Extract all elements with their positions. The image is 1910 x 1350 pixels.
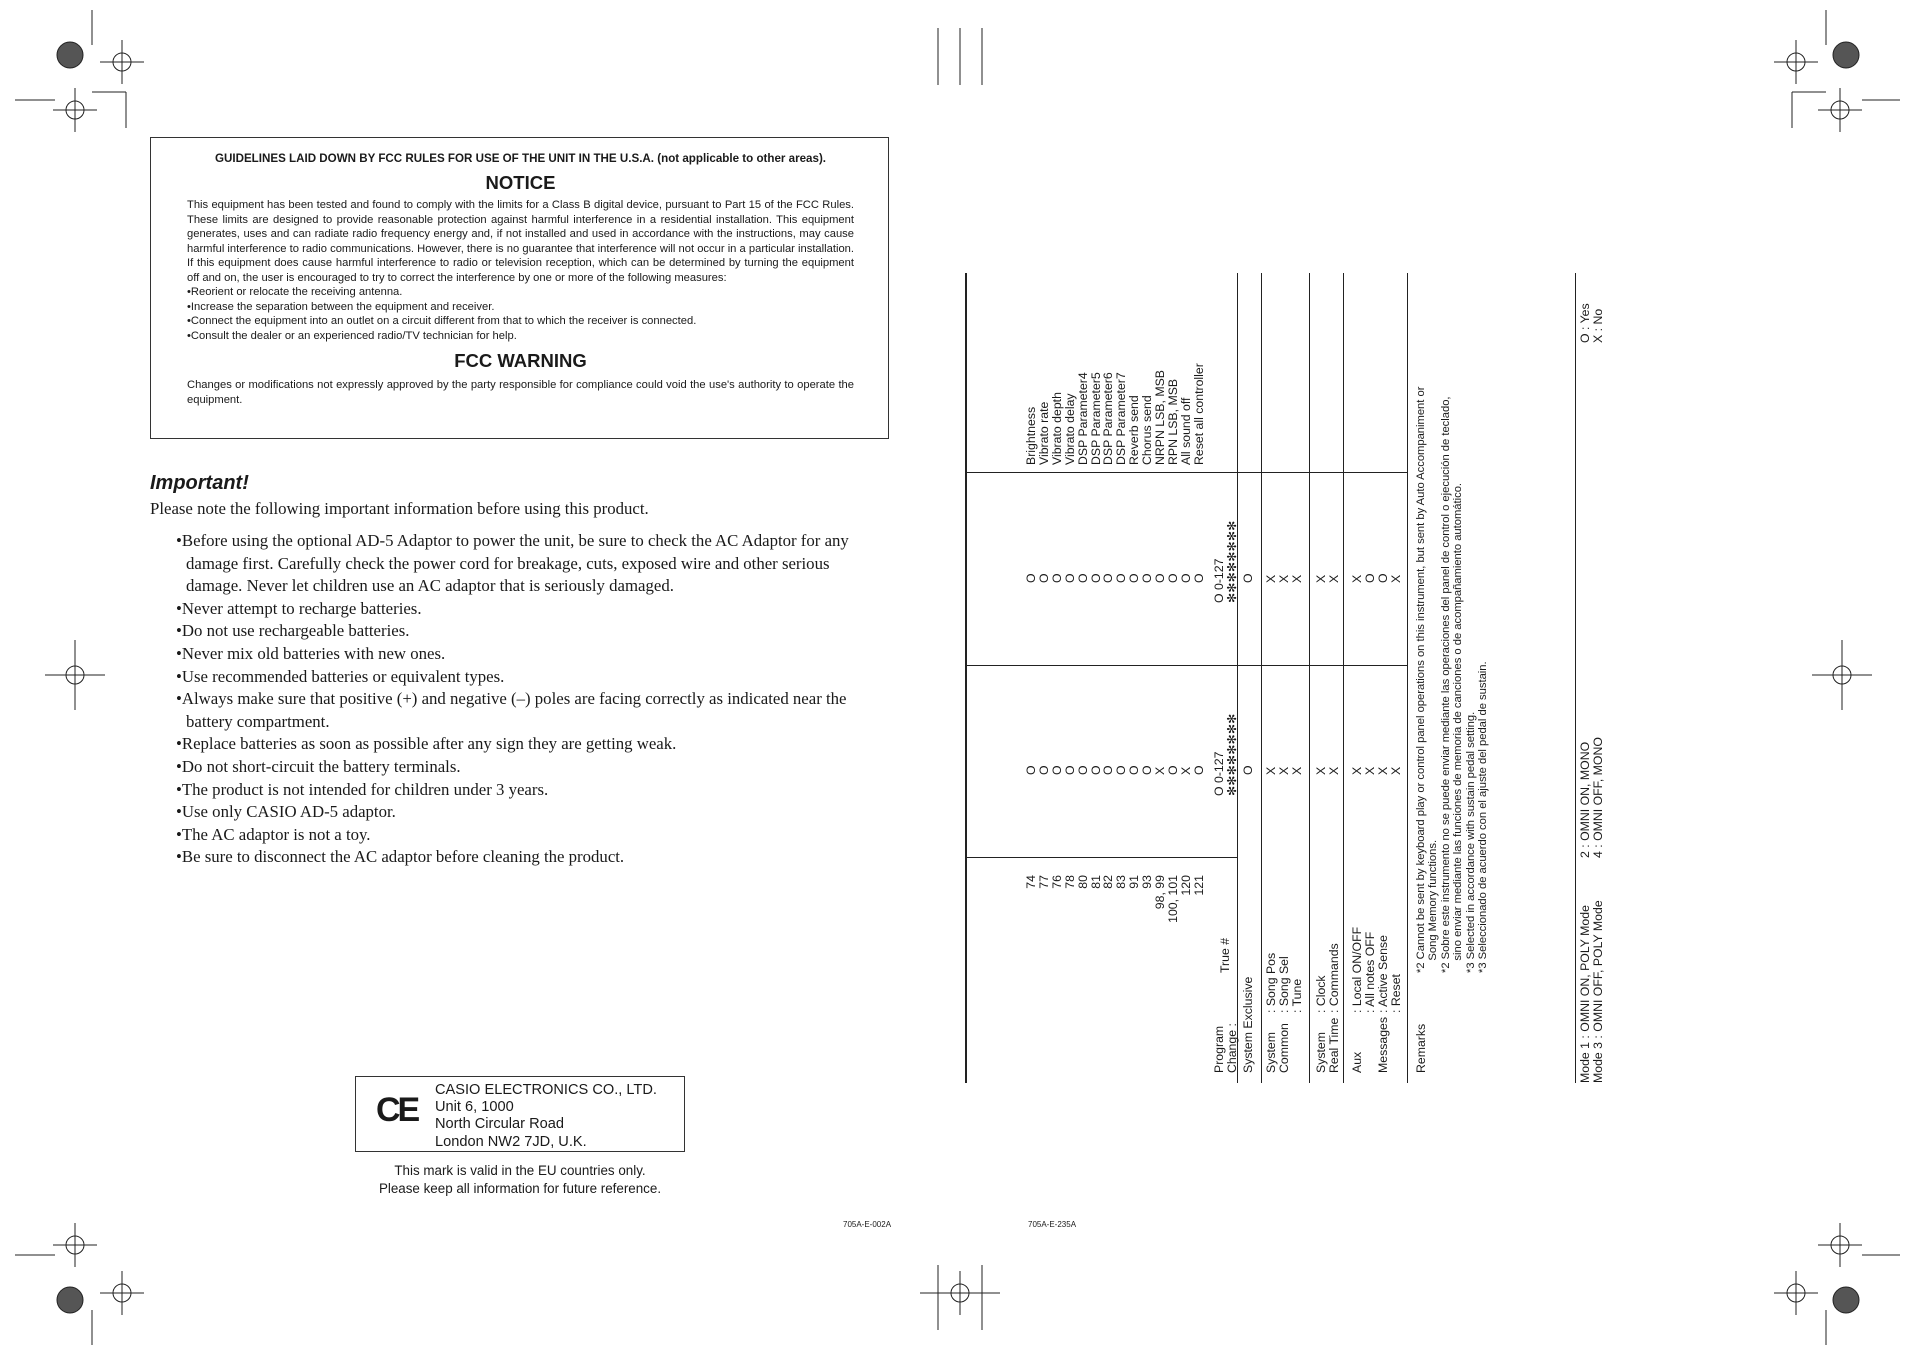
aux-transmitted: X X X X <box>1350 766 1403 775</box>
eu-note-line: Please keep all information for future reference. <box>378 1180 662 1196</box>
system-exclusive-transmitted: O <box>1241 765 1255 775</box>
important-item: • Never mix old batteries with new ones. <box>176 643 890 666</box>
system-realtime-label: System Real Time <box>1314 1017 1341 1073</box>
fcc-warning-title: FCC WARNING <box>454 350 587 371</box>
table-rule <box>1407 273 1408 1083</box>
important-list <box>176 530 890 869</box>
important-item: • Use recommended batteries or equivalent types. <box>176 666 890 689</box>
aux-items: : Local ON/OFF : All notes OFF : Active Sense : Reset <box>1350 926 1403 1013</box>
important-intro: Please note the following important information before using this product. <box>150 499 649 518</box>
important-item: • Be sure to disconnect the AC adaptor before cleaning the product. <box>176 846 890 869</box>
ce-company-line: CASIO ELECTRONICS CO., LTD. <box>435 1082 657 1098</box>
system-common-recognized: X X X <box>1264 574 1304 583</box>
aux-label: Aux Messages <box>1350 1016 1390 1073</box>
mode-legend-1: Mode 1 : OMNI ON, POLY Mode Mode 3 : OMNI OFF, POLY Mode <box>1578 900 1605 1083</box>
cc-names: Brightness Vibrato rate Vibrato depth Vibrato delay DSP Parameter4 DSP Parameter5 DSP Parameter6 DSP Parameter7 Reverb send Chorus send NRPN LSB, MSB RPN LSB, MSB All sound off Reset all controller <box>1024 363 1206 465</box>
important-title: Important! <box>150 472 249 494</box>
important-item: • The product is not intended for children under 3 years. <box>176 779 890 802</box>
remarks-label: Remarks <box>1414 1023 1428 1073</box>
notice-title: NOTICE <box>485 172 556 193</box>
important-item: • Never attempt to recharge batteries. <box>176 598 890 621</box>
eu-note-line: This mark is valid in the EU countries only. <box>394 1163 646 1178</box>
system-realtime-items: : Clock : Commands <box>1314 943 1341 1013</box>
ce-company-address <box>435 1082 657 1151</box>
page-code-left: 705A-E-002A <box>843 1220 892 1229</box>
fcc-measure-item: • Increase the separation between the equipment and receiver. <box>187 300 854 315</box>
table-rule <box>1575 273 1576 1083</box>
fcc-measure-item: • Reorient or relocate the receiving antenna. <box>187 285 854 300</box>
fcc-warning-text: Changes or modifications not expressly approved by the party responsible for compliance could void the use's authority to operate the equipment. <box>187 379 854 406</box>
program-change-transmitted: O 0-127 ✻✻✻✻✻✻✻✻ <box>1212 713 1239 796</box>
table-rule <box>1309 273 1310 1083</box>
important-item: • Before using the optional AD-5 Adaptor to power the unit, be sure to check the AC Adaptor for any damage first. Carefully check the power cord for breakage, cuts, exposed wire and other serious damage. Never let children use an AC adaptor that is seriously damaged. <box>176 530 890 598</box>
program-change-recognized: O 0-127 ✻✻✻✻✻✻✻✻ <box>1212 520 1239 603</box>
mode-legend-2: 2 : OMNI ON, MONO 4 : OMNI OFF, MONO <box>1578 737 1605 858</box>
program-change-true: True # <box>1218 937 1232 973</box>
system-realtime-transmitted: X X <box>1314 766 1341 775</box>
table-rule <box>1261 273 1262 1083</box>
table-rule <box>965 665 1407 666</box>
important-item: • Do not short-circuit the battery terminals. <box>176 756 890 779</box>
ce-company-line: North Circular Road <box>435 1116 564 1133</box>
midi-implementation-chart <box>965 273 1605 1083</box>
registration-target-icon <box>57 42 83 68</box>
important-item: • The AC adaptor is not a toy. <box>176 824 890 847</box>
eu-note <box>355 1162 685 1197</box>
fcc-measure-item: • Consult the dealer or an experienced radio/TV technician for help. <box>187 329 854 344</box>
table-rule <box>1343 273 1344 1083</box>
system-common-transmitted: X X X <box>1264 766 1304 775</box>
mode-legend-3: O : Yes X : No <box>1578 303 1605 343</box>
cc-numbers: 74 77 76 78 80 81 82 83 91 93 98, 99 100, 101 120 121 <box>1024 875 1206 923</box>
ce-company-line: London NW2 7JD, U.K. <box>435 1133 587 1150</box>
system-common-items: : Song Pos : Song Sel : Tune <box>1264 952 1304 1013</box>
table-rule <box>965 857 1237 858</box>
registration-target-icon <box>57 1287 83 1313</box>
ce-box <box>355 1076 685 1152</box>
ce-company-line: Unit 6, 1000 <box>435 1099 514 1116</box>
cc-transmitted: O O O O O O O O O O X O X O <box>1024 765 1206 775</box>
table-rule <box>1237 273 1238 1083</box>
ce-mark-icon: CE <box>376 1091 418 1129</box>
fcc-measure-item: • Connect the equipment into an outlet on a circuit different from that to which the receiver is connected. <box>187 314 854 329</box>
aux-recognized: X O O X <box>1350 573 1403 583</box>
table-rule <box>965 472 1407 473</box>
fcc-measures-list <box>187 285 854 343</box>
important-item: • Do not use rechargeable batteries. <box>176 620 890 643</box>
page-code-right: 705A-E-235A <box>1028 1220 1077 1229</box>
system-exclusive-recognized: O <box>1241 573 1255 583</box>
system-realtime-recognized: X X <box>1314 574 1341 583</box>
important-item: • Always make sure that positive (+) and negative (–) poles are facing correctly as indicated near the battery compartment. <box>176 688 890 733</box>
important-item: • Use only CASIO AD-5 adaptor. <box>176 801 890 824</box>
system-common-label: System Common <box>1264 1023 1291 1073</box>
remarks-text: *2 Cannot be sent by keyboard play or control panel operations on this instrument, but sent by Auto Accompaniment or Song Memory functions. *2 Sobre este instrumento no se puede enviar mediante las operaciones del panel de control o ejecución de teclado, sino enviar mediante las funciones de memoria de canciones o de acompañamiento automático. *3 Selected in accordance with sustain pedal setting. *3 Seleccionado de acuerdo con el ajuste del pedal de sustain. <box>1415 386 1490 973</box>
system-exclusive-label: System Exclusive <box>1241 976 1255 1073</box>
registration-target-icon <box>1833 1287 1859 1313</box>
important-item: • Replace batteries as soon as possible after any sign they are getting weak. <box>176 733 890 756</box>
table-rule <box>965 273 967 1083</box>
cc-recognized: O O O O O O O O O O O O O O <box>1024 573 1206 583</box>
program-change-label: Program Change : <box>1212 1023 1239 1073</box>
notice-text: This equipment has been tested and found to comply with the limits for a Class B digital device, pursuant to Part 15 of the FCC Rules. These limits are designed to provide reasonable protection against harmful interference in a residential installation. This equipment generates, uses and can radiate radio frequency energy and, if not installed and used in accordance with the instructions, may cause harmful interference to radio communications. However, there is no guarantee that interference will not occur in a particular installation. If this equipment does cause harmful interference to radio or television reception, which can be determined by turning the equipment off and on, the user is encouraged to try to correct the interference by one or more of the following measures: <box>187 199 854 284</box>
fcc-guideline-heading: GUIDELINES LAID DOWN BY FCC RULES FOR USE OF THE UNIT IN THE U.S.A. (not applicable to other areas). <box>214 152 827 165</box>
fcc-notice-box <box>150 137 889 439</box>
registration-target-icon <box>1833 42 1859 68</box>
